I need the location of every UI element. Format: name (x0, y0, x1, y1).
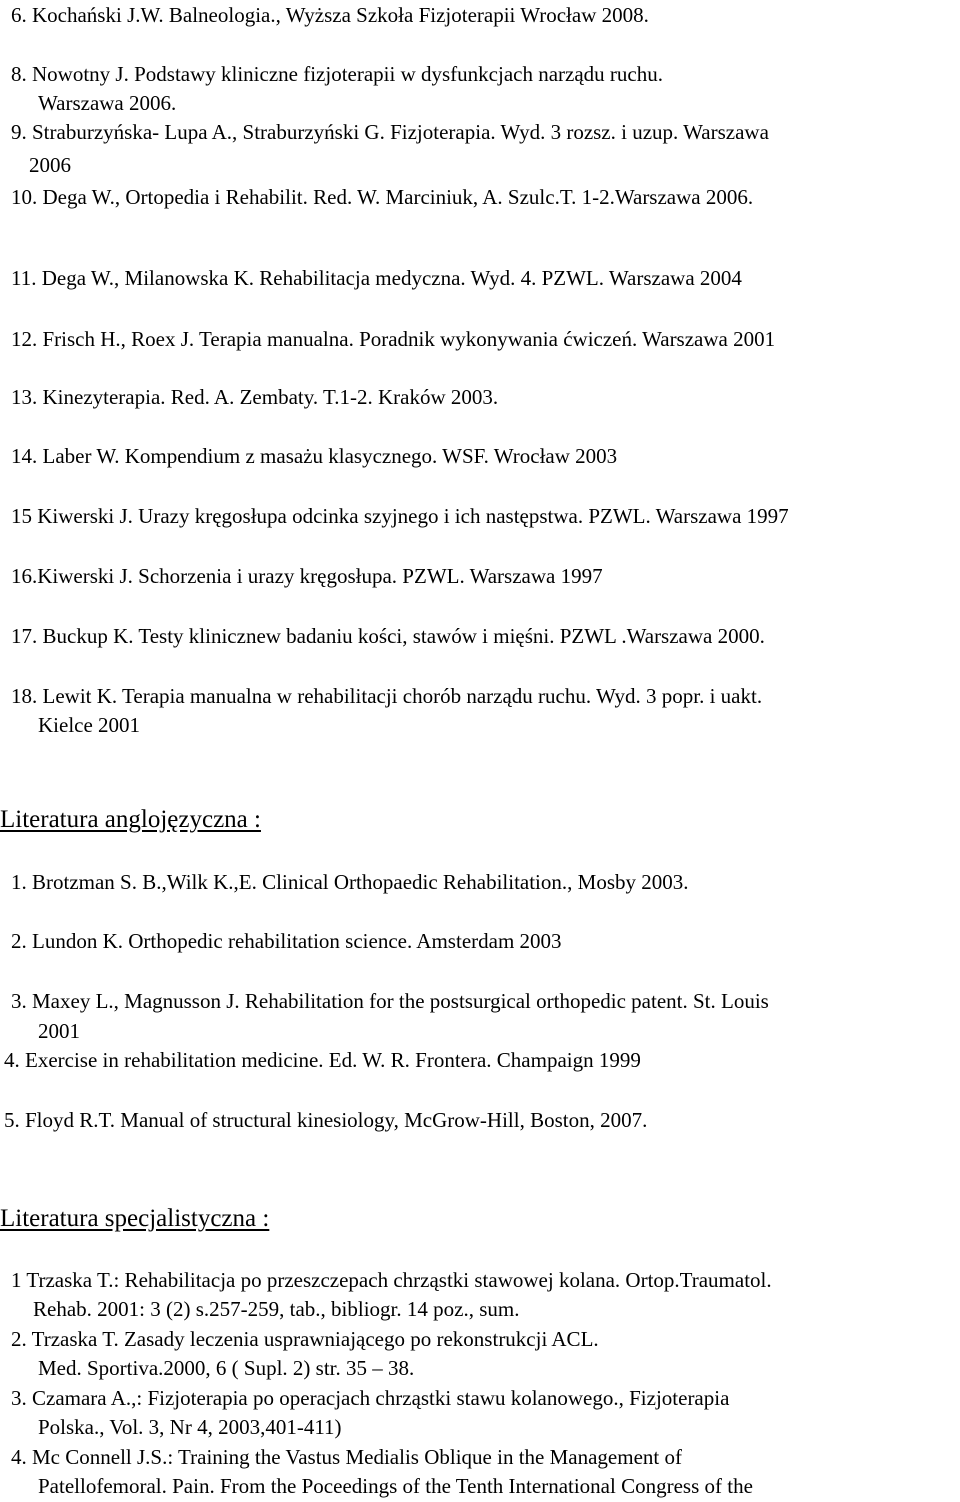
ref-line: 5. Floyd R.T. Manual of structural kinesiology, McGrow-Hill, Boston, 2007. (4, 1108, 648, 1132)
ref-line: Kielce 2001 (38, 713, 141, 737)
ref-line: Polska., Vol. 3, Nr 4, 2003,401-411) (38, 1415, 342, 1439)
ref-line: 15 Kiwerski J. Urazy kręgosłupa odcinka szyjnego i ich następstwa. PZWL. Warszawa 1997 (11, 504, 789, 528)
ref-line: Med. Sportiva.2000, 6 ( Supl. 2) str. 35 – 38. (38, 1356, 415, 1380)
ref-line: 2006 (29, 153, 71, 177)
ref-line: 1 Trzaska T.: Rehabilitacja po przeszczepach chrząstki stawowej kolana. Ortop.Traumatol. (11, 1268, 772, 1292)
section-heading-english: Literatura anglojęzyczna : (0, 806, 261, 833)
ref-line: Patellofemoral. Pain. From the Poceedings of the Tenth International Congress of the (38, 1474, 753, 1498)
ref-line: 2. Trzaska T. Zasady leczenia usprawniającego po rekonstrukcji ACL. (11, 1327, 599, 1351)
ref-line: 18. Lewit K. Terapia manualna w rehabilitacji chorób narządu ruchu. Wyd. 3 popr. i uakt. (11, 684, 763, 708)
ref-line: 2. Lundon K. Orthopedic rehabilitation science. Amsterdam 2003 (11, 929, 562, 953)
ref-line: 11. Dega W., Milanowska K. Rehabilitacja medyczna. Wyd. 4. PZWL. Warszawa 2004 (11, 266, 742, 290)
ref-line: 10. Dega W., Ortopedia i Rehabilit. Red. W. Marciniuk, A. Szulc.T. 1-2.Warszawa 2006. (11, 185, 754, 209)
ref-line: 13. Kinezyterapia. Red. A. Zembaty. T.1-2. Kraków 2003. (11, 385, 499, 409)
ref-line: 9. Straburzyńska- Lupa A., Straburzyński G. Fizjoterapia. Wyd. 3 rozsz. i uzup. Warszawa (11, 120, 769, 144)
ref-line: 16.Kiwerski J. Schorzenia i urazy kręgosłupa. PZWL. Warszawa 1997 (11, 564, 603, 588)
ref-line: 17. Buckup K. Testy klinicznew badaniu kości, stawów i mięśni. PZWL .Warszawa 2000. (11, 624, 765, 648)
ref-line: 14. Laber W. Kompendium z masażu klasycznego. WSF. Wrocław 2003 (11, 444, 618, 468)
ref-line: 3. Maxey L., Magnusson J. Rehabilitation for the postsurgical orthopedic patent. St. Louis (11, 989, 769, 1013)
ref-line: 4. Mc Connell J.S.: Training the Vastus Medialis Oblique in the Management of (11, 1445, 682, 1469)
ref-line: 8. Nowotny J. Podstawy kliniczne fizjoterapii w dysfunkcjach narządu ruchu. (11, 62, 663, 86)
ref-line: Rehab. 2001: 3 (2) s.257-259, tab., bibliogr. 14 poz., sum. (33, 1297, 520, 1321)
ref-line: 2001 (38, 1019, 80, 1043)
ref-line: Warszawa 2006. (38, 91, 177, 115)
ref-line: 6. Kochański J.W. Balneologia., Wyższa Szkoła Fizjoterapii Wrocław 2008. (11, 3, 649, 27)
ref-line: 3. Czamara A.,: Fizjoterapia po operacjach chrząstki stawu kolanowego., Fizjoterapia (11, 1386, 730, 1410)
ref-line: 4. Exercise in rehabilitation medicine. Ed. W. R. Frontera. Champaign 1999 (4, 1048, 641, 1072)
section-heading-specialist: Literatura specjalistyczna : (0, 1205, 270, 1232)
ref-line: 1. Brotzman S. B.,Wilk K.,E. Clinical Orthopaedic Rehabilitation., Mosby 2003. (11, 870, 689, 894)
ref-line: 12. Frisch H., Roex J. Terapia manualna. Poradnik wykonywania ćwiczeń. Warszawa 2001 (11, 327, 776, 351)
